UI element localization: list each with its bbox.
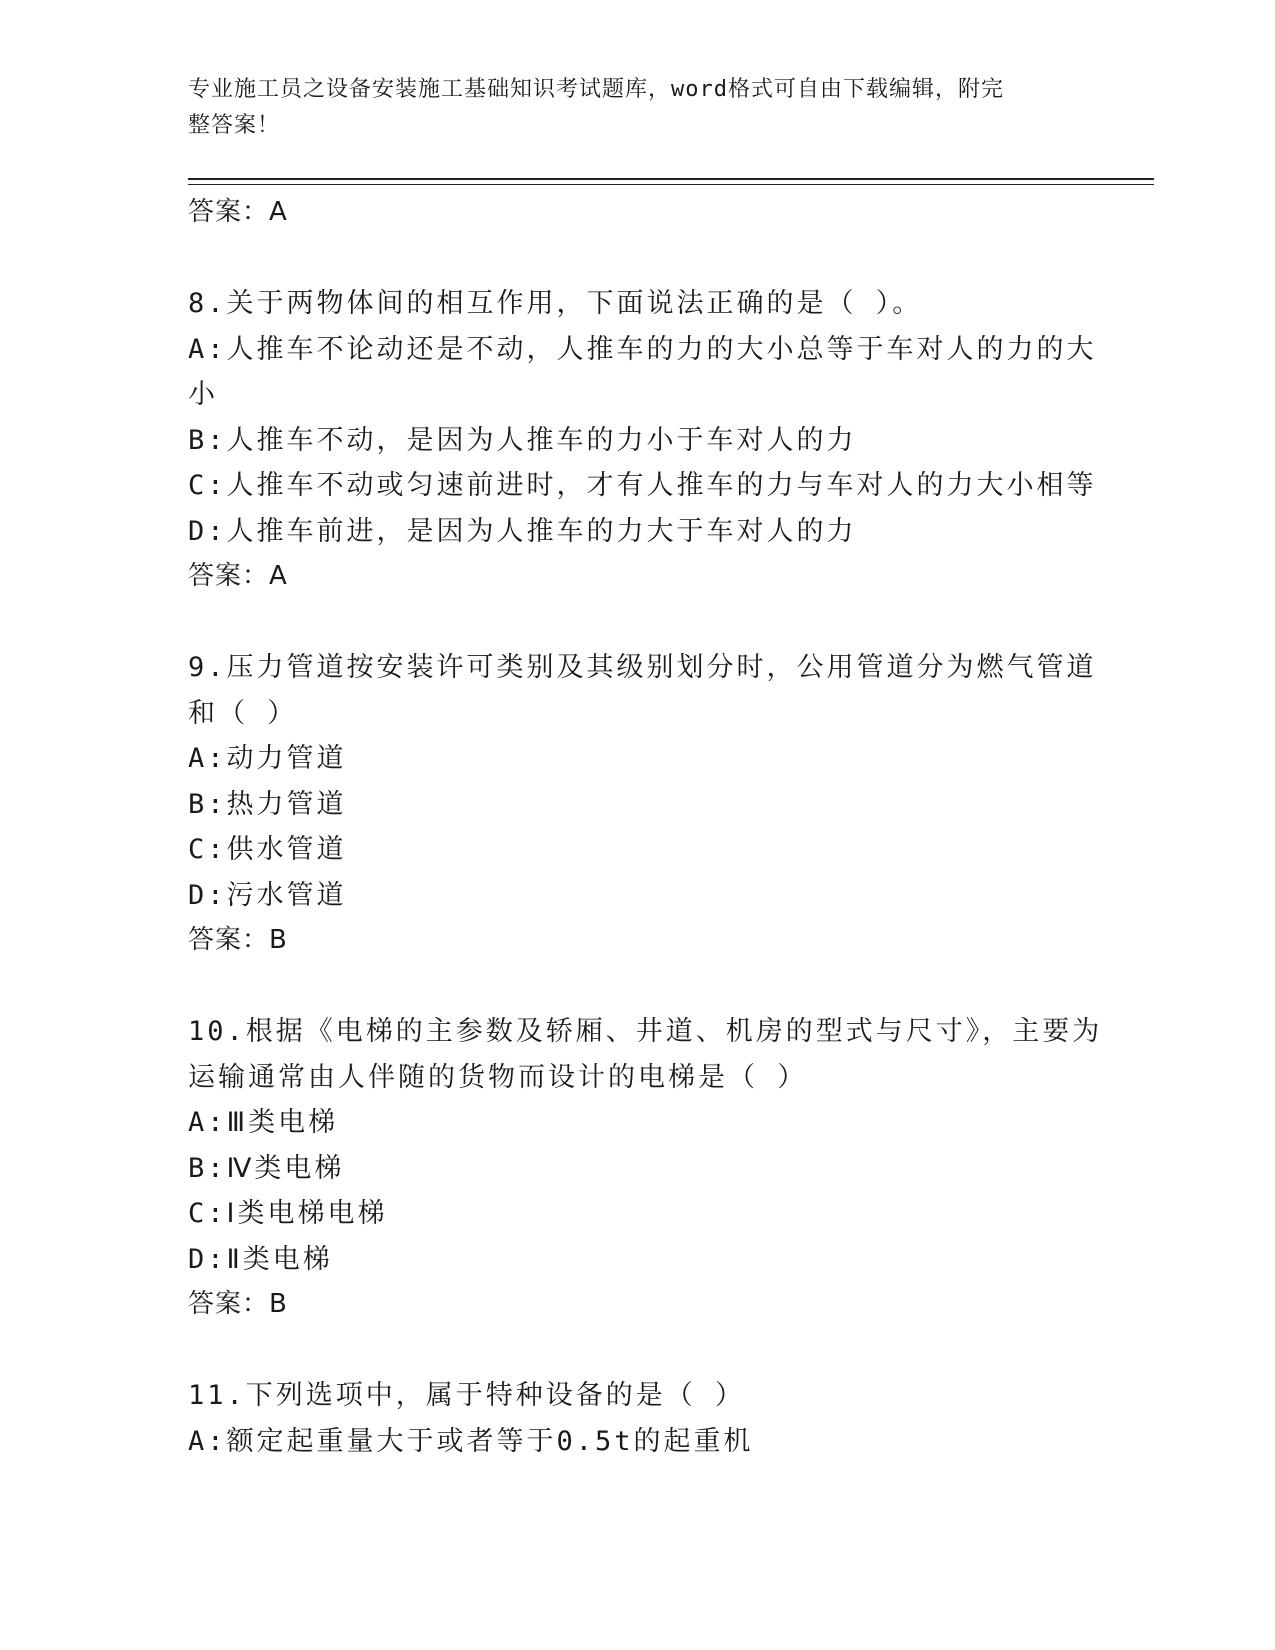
header-line-2: 整答案！	[188, 113, 281, 138]
question-8	[188, 281, 1097, 600]
option-a: A:人推车不论动还是不动，人推车的力的大小总等于车对人的力的大	[188, 333, 1097, 365]
option-d: D:人推车前进，是因为人推车的力大于车对人的力	[188, 515, 857, 547]
answer: 答案：A	[188, 561, 288, 591]
option-b: B:热力管道	[188, 788, 347, 820]
question-stem: 8.关于两物体间的相互作用，下面说法正确的是（ ）。	[188, 288, 923, 319]
option-a-continued: 小	[188, 379, 218, 410]
document-header	[188, 72, 1068, 144]
header-divider-thin	[188, 184, 1154, 185]
spacer	[188, 964, 1088, 1010]
question-10	[188, 1009, 1103, 1328]
question-stem: 10.根据《电梯的主参数及轿厢、井道、机房的型式与尺寸》，主要为	[188, 1016, 1103, 1047]
question-9	[188, 645, 1097, 964]
header-divider-thick	[188, 178, 1154, 180]
option-a: A:额定起重量大于或者等于0.5t的起重机	[188, 1425, 754, 1457]
option-c: C:供水管道	[188, 834, 347, 865]
option-d: D:污水管道	[188, 879, 347, 911]
question-stem: 9.压力管道按安装许可类别及其级别划分时，公用管道分为燃气管道	[188, 652, 1097, 683]
question-stem: 11.下列选项中，属于特种设备的是（ ）	[188, 1380, 746, 1411]
question-stem-continued: 和（ ）	[188, 697, 298, 729]
option-b: B:Ⅳ类电梯	[188, 1152, 345, 1184]
spacer	[188, 600, 1088, 646]
previous-answer: 答案：A	[188, 197, 288, 227]
spacer	[188, 1328, 1088, 1374]
spacer	[188, 236, 1088, 282]
question-11	[188, 1373, 1088, 1464]
header-line-1: 专业施工员之设备安装施工基础知识考试题库，word格式可自由下载编辑，附完	[188, 77, 1004, 102]
option-b: B:人推车不动，是因为人推车的力小于车对人的力	[188, 424, 857, 456]
option-a: A:Ⅲ类电梯	[188, 1107, 339, 1138]
question-list	[188, 190, 1103, 1464]
option-c: C:Ⅰ类电梯电梯	[188, 1198, 388, 1229]
answer: 答案：B	[188, 1289, 288, 1319]
option-a: A:动力管道	[188, 743, 347, 774]
answer: 答案：B	[188, 925, 288, 955]
question-stem-continued: 运输通常由人伴随的货物而设计的电梯是（ ）	[188, 1061, 808, 1093]
option-d: D:Ⅱ类电梯	[188, 1243, 333, 1275]
option-c: C:人推车不动或匀速前进时，才有人推车的力与车对人的力大小相等	[188, 470, 1097, 501]
